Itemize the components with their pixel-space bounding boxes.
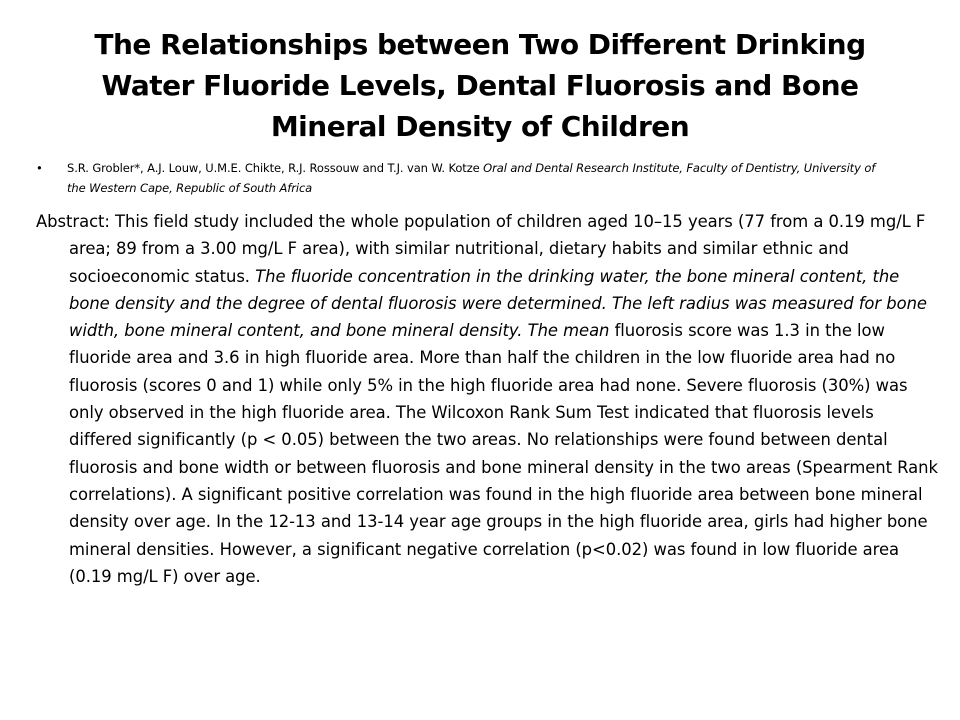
abstract-paragraph <box>36 208 941 590</box>
slide-title: The Relationships between Two Different Drinking Water Fluoride Levels, Dental Fluorosis and Bone Mineral Density of Children <box>94 28 866 143</box>
authors-text <box>36 158 896 198</box>
author-affiliation: Oral and Dental Research Institute, Faculty of Dentistry, University of the Western Cape, Republic of South Africa <box>67 161 876 195</box>
authors-bullet-item <box>36 158 896 198</box>
abstract-part-3: fluorosis score was 1.3 in the low fluoride area and 3.6 in high fluoride area. More than half the children in the low fluoride area had no fluorosis (scores 0 and 1) while only 5% in the high fluoride area had none. Severe fluorosis (30%) was only observed in the high fluoride area. The Wilcoxon Rank Sum Test indicated that fluorosis levels differed significantly (p < 0.05) between the two areas. No relationships were found between dental fluorosis and bone width or between fluorosis and bone mineral density in the two areas (Spearment Rank correlations). A significant positive correlation was found in the high fluoride area between bone mineral density over age. In the 12-13 and 13-14 year age groups in the high fluoride area, girls had higher bone mineral densities. However, a significant negative correlation (p<0.02) was found in low fluoride area (0.19 mg/L F) over age. <box>69 321 938 586</box>
abstract-part-2-italic: The fluoride concentration in the drinking water, the bone mineral content, the bone density and the degree of dental fluorosis were determined. The left radius was measured for bone width, bone mineral content, and bone mineral density. The mean <box>69 266 927 341</box>
abstract-part-1: Abstract: This field study included the whole population of children aged 10–15 years (77 from a 0.19 mg/L F area; 89 from a 3.00 mg/L F area), with similar nutritional, dietary habits and similar ethnic and socioeconomic status. <box>36 212 926 286</box>
bullet-icon: • <box>36 161 43 175</box>
author-names: S.R. Grobler*, A.J. Louw, U.M.E. Chikte, R.J. Rossouw and T.J. van W. Kotze <box>67 161 480 175</box>
